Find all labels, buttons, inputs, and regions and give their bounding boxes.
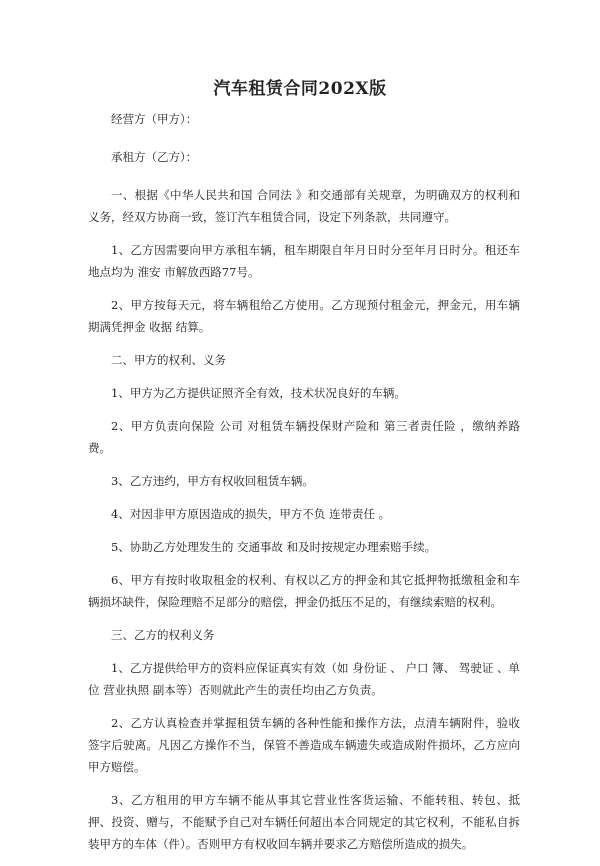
section-one-preamble: 一、根据《中华人民共和国 合同法 》和交通部有关规章，为明确双方的权利和义务，经双方协商一致，签订汽车租赁合同，设定下列条款，共同遵守。 <box>88 188 520 224</box>
document-title: 汽车租赁合同202X版 <box>213 79 387 99</box>
clause-a-4: 4、对因非甲方原因造成的损失，甲方不负 连带责任 。 <box>111 507 391 521</box>
clause-rent-deposit: 2、甲方按每天元，将车辆租给乙方使用。乙方现预付租金元，押金元，用车辆期满凭押金 收据 结算。 <box>88 298 520 334</box>
clause-b-3: 3、乙方租用的甲方车辆不能从事其它营业性客货运输、不能转租、转包、抵押、投资、赠与，不能赋予自己对车辆任何超出本合同规定的其它权利，不能私自拆装甲方的车体（件）。否则甲方有权收回车辆并要求乙方赔偿所造成的损失。 <box>88 793 520 851</box>
clause-a-6: 6、甲方有按时收取租金的权利、有权以乙方的押金和其它抵押物抵缴租金和车辆损坏缺件，保险理赔不足部分的赔偿，押金仍抵压不足的，有继续索赔的权利。 <box>88 573 520 609</box>
party-b-line: 承租方（乙方）： <box>111 150 198 164</box>
clause-a-5: 5、协助乙方处理发生的 交通事故 和及时按规定办理索赔手续。 <box>111 540 437 554</box>
clause-b-1: 1、乙方提供给甲方的资料应保证真实有效（如 身份证 、 户口 簿、 驾驶证 、单位 营业执照 副本等）否则就此产生的责任均由乙方负责。 <box>88 661 520 697</box>
clause-a-1: 1、甲方为乙方提供证照齐全有效，技术状况良好的车辆。 <box>111 386 406 400</box>
clause-a-3: 3、乙方违约，甲方有权收回租赁车辆。 <box>111 474 314 488</box>
section-heading-party-a: 二、甲方的权利、义务 <box>111 353 226 367</box>
clause-b-2: 2、乙方认真检查并掌握租赁车辆的各种性能和操作方法，点清车辆附件，验收签字后驶离。凡因乙方操作不当，保管不善造成车辆遗失或造成附件损坏，乙方应向甲方赔偿。 <box>88 716 520 774</box>
clause-rental-period: 1、乙方因需要向甲方承租车辆，租车期限自年月日时分至年月日时分。租还车地点均为 淮安 市解放西路77号。 <box>88 243 520 279</box>
section-heading-party-b: 三、乙方的权利义务 <box>111 628 215 642</box>
document-body <box>88 108 520 866</box>
clause-a-2: 2、甲方负责向保险 公司 对租赁车辆投保财产险和 第三者责任险 ，缴纳养路费。 <box>88 419 520 455</box>
party-a-line: 经营方（甲方）： <box>111 112 198 126</box>
